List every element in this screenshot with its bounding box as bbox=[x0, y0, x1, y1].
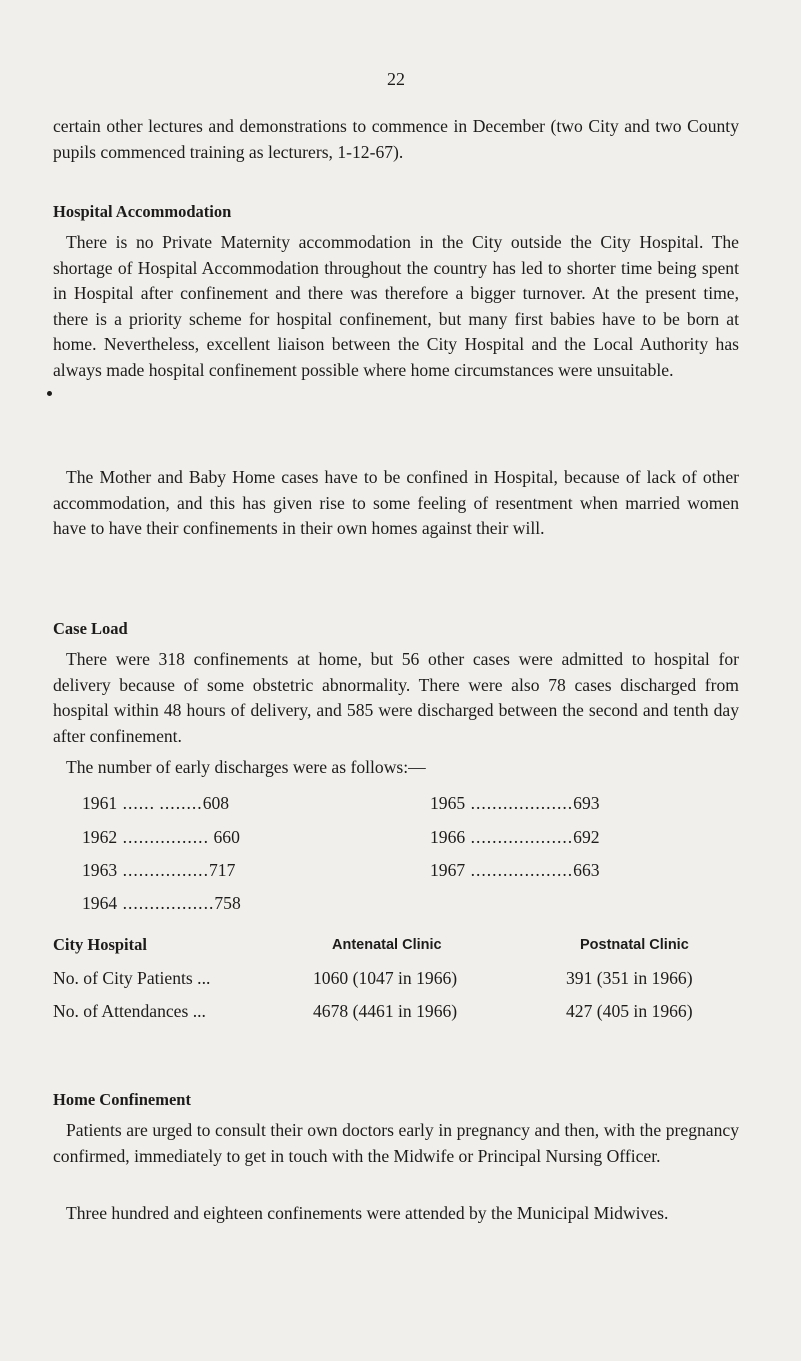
antenatal-value: 4678 (4461 in 1966) bbox=[313, 1001, 458, 1021]
page-number: 22 bbox=[387, 69, 405, 89]
clinic-table-row bbox=[53, 999, 739, 1025]
leader-dots: ................. bbox=[117, 893, 215, 913]
home-paragraph-1: Patients are urged to consult their own doctors early in pregnancy and then, with the pregnancy confirmed, immediately to get in touch with the Midwife or Principal Nursing Officer. bbox=[53, 1120, 739, 1166]
leader-dots: ................... bbox=[465, 827, 574, 847]
home-heading: Home Confinement bbox=[53, 1090, 191, 1109]
leader-dots: ................... bbox=[465, 793, 574, 813]
discharge-row bbox=[82, 891, 241, 917]
discharge-year: 1961 bbox=[82, 793, 118, 813]
discharge-row bbox=[430, 858, 600, 884]
discharge-value: 717 bbox=[208, 860, 236, 880]
intro-paragraph: certain other lectures and demonstrations to commence in December (two City and two County pupils commenced training as lecturers, 1-12-67). bbox=[53, 116, 739, 162]
caseload-paragraph-2: The number of early discharges were as follows:— bbox=[66, 757, 426, 777]
postnatal-value: 427 (405 in 1966) bbox=[566, 1001, 693, 1021]
discharge-year: 1965 bbox=[430, 793, 466, 813]
leader-dots: ...... ........ bbox=[117, 793, 203, 813]
discharge-year: 1964 bbox=[82, 893, 118, 913]
leader-dots: ................ bbox=[117, 860, 209, 880]
caseload-paragraph-1: There were 318 confinements at home, but 56 other cases were admitted to hospital for delivery because of some obstetric abnormality. There were also 78 cases discharged from hospital within 48 hours of delivery, and 585 were discharged between the second and tenth day after confinement. bbox=[53, 649, 739, 746]
discharge-year: 1962 bbox=[82, 827, 118, 847]
discharge-value: 693 bbox=[573, 793, 600, 813]
city-hospital-label: City Hospital bbox=[53, 935, 147, 954]
clinic-table-header bbox=[53, 932, 739, 958]
discharge-value: 692 bbox=[573, 827, 600, 847]
hospital-paragraph-2: The Mother and Baby Home cases have to be confined in Hospital, because of lack of other accommodation, and this has given rise to some feeling of resentment when married women have to have their confinements in their own homes against their will. bbox=[53, 467, 739, 539]
hospital-paragraph-1: There is no Private Maternity accommodation in the City outside the City Hospital. The shortage of Hospital Accommodation throughout the country has led to shorter time being spent in Hospital after confinement and there was therefore a bigger turnover. At the present time, there is a priority scheme for hospital confinement, but many first babies have to be born at home. Nevertheless, excellent liaison between the City Hospital and the Local Authority has always made hospital confinement possible where home circumstances were unsuitable. bbox=[53, 232, 739, 380]
discharge-year: 1966 bbox=[430, 827, 466, 847]
leader-dots: ................ bbox=[117, 827, 214, 847]
discharge-value: 758 bbox=[214, 893, 241, 913]
discharge-value: 660 bbox=[213, 827, 240, 847]
discharge-year: 1967 bbox=[430, 860, 466, 880]
antenatal-value: 1060 (1047 in 1966) bbox=[313, 968, 458, 988]
discharge-row bbox=[82, 858, 235, 884]
discharge-row bbox=[430, 825, 600, 851]
discharge-row bbox=[82, 791, 229, 817]
discharge-row bbox=[82, 825, 240, 851]
margin-dot bbox=[47, 391, 52, 396]
discharge-row bbox=[430, 791, 600, 817]
leader-dots: ................... bbox=[465, 860, 574, 880]
caseload-heading: Case Load bbox=[53, 619, 128, 638]
home-paragraph-2: Three hundred and eighteen confinements were attended by the Municipal Midwives. bbox=[66, 1203, 669, 1223]
row-label: No. of Attendances ... bbox=[53, 1001, 206, 1021]
discharge-value: 663 bbox=[573, 860, 600, 880]
antenatal-column-header: Antenatal Clinic bbox=[332, 937, 442, 953]
clinic-table-row bbox=[53, 966, 739, 992]
postnatal-value: 391 (351 in 1966) bbox=[566, 968, 693, 988]
discharge-value: 608 bbox=[202, 793, 230, 813]
postnatal-column-header: Postnatal Clinic bbox=[580, 937, 689, 953]
discharge-year: 1963 bbox=[82, 860, 118, 880]
row-label: No. of City Patients ... bbox=[53, 968, 211, 988]
hospital-heading: Hospital Accommodation bbox=[53, 202, 232, 221]
